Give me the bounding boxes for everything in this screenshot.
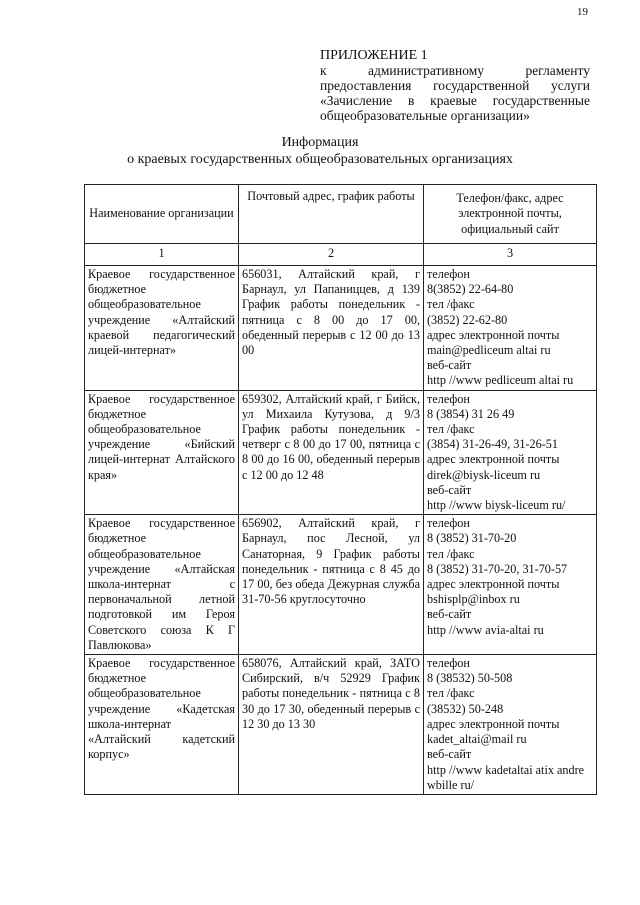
appendix-block — [320, 48, 590, 123]
organization-name: Краевое государственное бюджетное общеобразовательное учреждение «Алтайский краевой педагогический лицей-интернат» — [85, 266, 239, 391]
contact-line: direk@biysk-liceum ru — [427, 467, 541, 482]
organizations-table — [84, 184, 597, 795]
organization-name: Краевое государственное бюджетное общеобразовательное учреждение «Бийский лицей-интернат Алтайского края» — [85, 390, 239, 515]
organization-address-schedule: 656031, Алтайский край, г Барнаул, ул Папаниццев, д 139 График работы понедельник - пятница с 8 00 до 17 00, обеденный перерыв с 12 00 до 13 00 — [239, 266, 424, 391]
column-number-row — [85, 244, 597, 266]
contact-line: телефон — [427, 391, 470, 406]
header-contacts: Телефон/факс, адрес электронной почты, официальный сайт — [424, 185, 597, 244]
table-row — [85, 655, 597, 795]
contact-line: (3854) 31-26-49, 31-26-51 — [427, 437, 558, 452]
contact-line: http //www biysk-liceum ru/ — [427, 498, 566, 513]
contact-line: адрес электронной почты — [427, 327, 560, 342]
organization-name: Краевое государственное бюджетное общеобразовательное учреждение «Кадетская школа-интернат «Алтайский кадетский корпус» — [85, 655, 239, 795]
organization-address-schedule: 659302, Алтайский край, г Бийск, ул Михаила Кутузова, д 9/3 График работы понедельник - четверг с 8 00 до 17 00, пятница с 8 00 до 16 00, обеденный перерыв с 12 00 до 12 48 — [239, 390, 424, 515]
column-number: 2 — [239, 244, 424, 266]
contact-line: (3852) 22-62-80 — [427, 312, 508, 327]
document-heading — [0, 134, 640, 168]
heading-line-2: о краевых государственных общеобразовательных организациях — [127, 152, 513, 167]
contact-line: http //www avia-altai ru — [427, 622, 544, 637]
table-row — [85, 515, 597, 655]
contact-line: телефон — [427, 267, 470, 281]
table-row — [85, 390, 597, 515]
organization-contacts — [424, 390, 597, 515]
contact-line: 8 (38532) 50-508 — [427, 671, 513, 686]
contact-line: веб-сайт — [427, 358, 472, 373]
table-header-row — [85, 185, 597, 244]
column-number: 3 — [424, 244, 597, 266]
contact-line: 8 (3852) 31-70-20 — [427, 531, 517, 546]
page-number: 19 — [577, 6, 588, 18]
contact-line: веб-сайт — [427, 482, 472, 497]
contact-line: 8 (3854) 31 26 49 — [427, 406, 515, 421]
organization-address-schedule: 656902, Алтайский край, г Барнаул, пос Лесной, ул Санаторная, 9 График работы понедельник - пятница с 8 45 до 17 00, без обеда Дежурная служба 31-70-56 круглосуточно — [239, 515, 424, 655]
contact-line: тел /факс — [427, 297, 475, 312]
contact-line: тел /факс — [427, 422, 475, 437]
contact-line: веб-сайт — [427, 747, 472, 762]
contact-line: телефон — [427, 516, 470, 531]
contact-line: kadet_altai@mail ru — [427, 732, 527, 747]
contact-line: веб-сайт — [427, 607, 472, 622]
contact-line: адрес электронной почты — [427, 716, 560, 731]
organization-address-schedule: 658076, Алтайский край, ЗАТО Сибирский, в/ч 52929 График работы понедельник - пятница с 8 30 до 17 30, обеденный перерыв с 12 30 до 13 30 — [239, 655, 424, 795]
appendix-title: ПРИЛОЖЕНИЕ 1 — [320, 48, 428, 63]
header-address: Почтовый адрес, график работы — [239, 185, 424, 244]
header-name: Наименование организации — [85, 185, 239, 244]
organization-contacts — [424, 655, 597, 795]
contact-line: 8(3852) 22-64-80 — [427, 282, 514, 297]
organization-contacts — [424, 515, 597, 655]
contact-line: http //www pedliceum altai ru — [427, 373, 574, 388]
contact-line: тел /факс — [427, 546, 475, 561]
table-row — [85, 266, 597, 391]
organization-name: Краевое государственное бюджетное общеобразовательное учреждение «Алтайская школа-интернат с первоначальной летной подготовкой им Героя Советского союза К Г Павлюкова» — [85, 515, 239, 655]
contact-line: адрес электронной почты — [427, 577, 560, 592]
contact-line: main@pedliceum altai ru — [427, 343, 551, 358]
appendix-text: к административному регламенту предоставления государственной услуги «Зачисление в краевые государственные общеобразовательные организации» — [320, 63, 590, 123]
heading-line-1: Информация — [281, 135, 359, 150]
contact-line: телефон — [427, 656, 470, 671]
contact-line: адрес электронной почты — [427, 452, 560, 467]
organization-contacts — [424, 266, 597, 391]
column-number: 1 — [85, 244, 239, 266]
contact-line: (38532) 50-248 — [427, 701, 504, 716]
contact-line: http //www kadetaltai atix andre wbille ru/ — [427, 762, 585, 792]
contact-line: 8 (3852) 31-70-20, 31-70-57 — [427, 561, 568, 576]
contact-line: тел /факс — [427, 686, 475, 701]
contact-line: bshisplp@inbox ru — [427, 592, 520, 607]
